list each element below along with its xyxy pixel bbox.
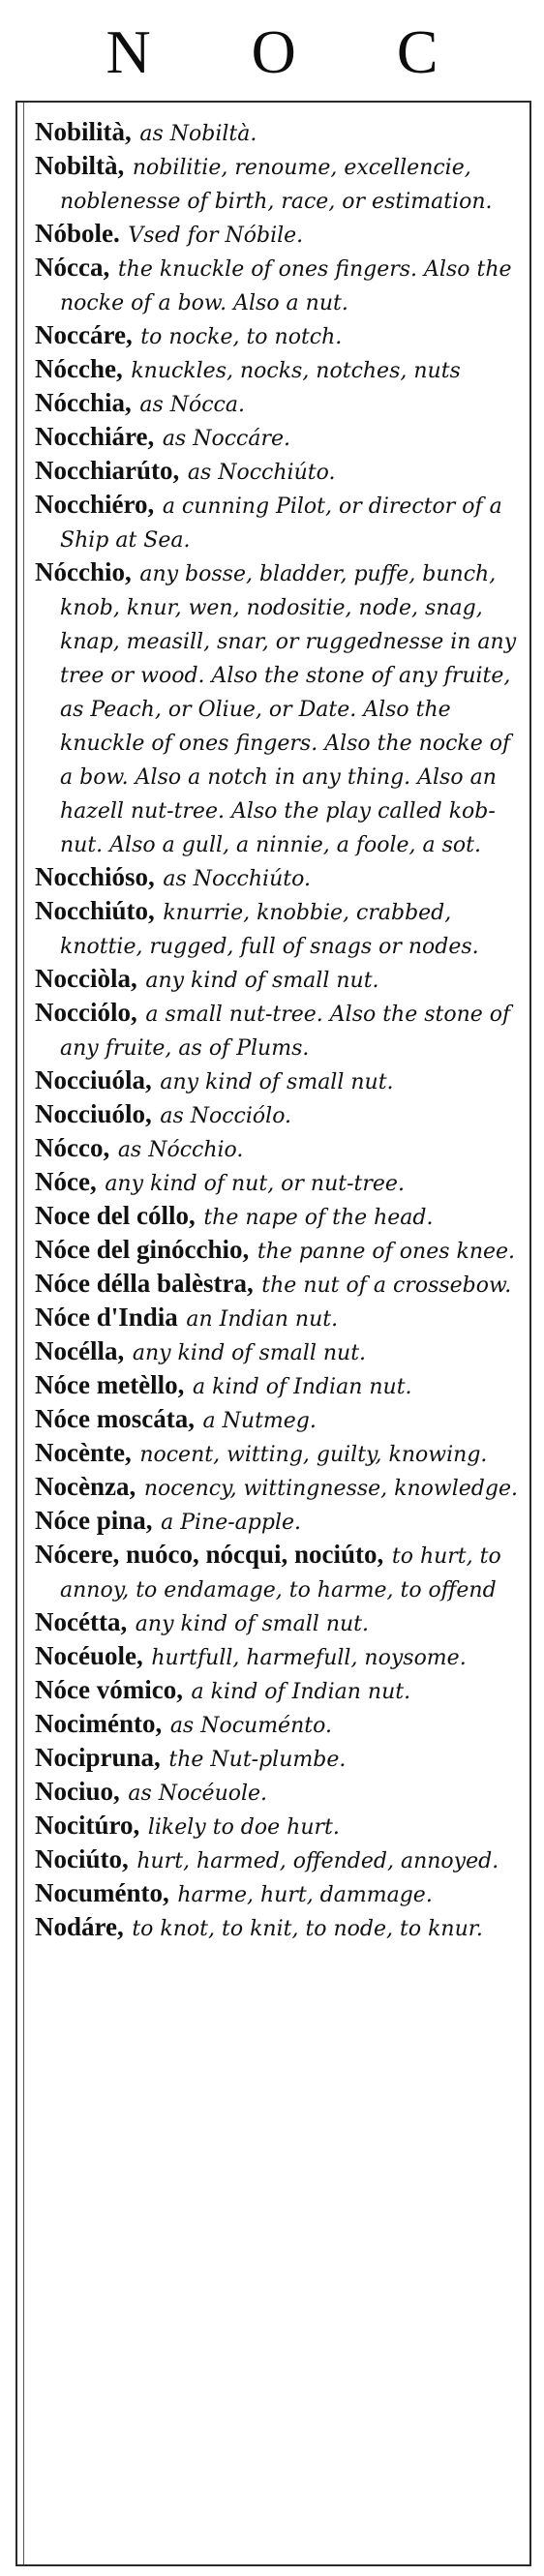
dictionary-entry (35, 1302, 520, 1335)
definition: an Indian nut. (186, 1307, 339, 1332)
dictionary-entry (35, 1166, 520, 1200)
headword: Noccáre, (35, 320, 133, 349)
definition: the panne of ones knee. (257, 1240, 516, 1264)
headword: Nocchiéro, (35, 490, 155, 519)
headword: Nóbole. (35, 219, 120, 248)
definition: as Nocchiúto. (187, 461, 336, 485)
dictionary-entry (35, 1064, 520, 1098)
dictionary-entry (35, 489, 520, 556)
dictionary-entry (35, 1132, 520, 1166)
dictionary-entry (35, 1505, 520, 1539)
dictionary-entry (35, 1843, 520, 1877)
definition: likely to doe hurt. (147, 1815, 340, 1840)
dictionary-entry (35, 1742, 520, 1776)
definition: the Nut-plumbe. (168, 1748, 347, 1772)
dictionary-entry (35, 1234, 520, 1268)
headword: Nocciuóla, (35, 1065, 152, 1094)
definition: any kind of nut, or nut-tree. (105, 1172, 405, 1196)
dictionary-entry (35, 1471, 520, 1505)
headword: Nocciuólo, (35, 1099, 152, 1128)
headword: Noce del cóllo, (35, 1201, 196, 1230)
headword: Nócca, (35, 253, 110, 282)
dictionary-entry (35, 1200, 520, 1234)
dictionary-entry (35, 387, 520, 421)
definition: as Nocchiúto. (163, 867, 311, 891)
dictionary-entry (35, 556, 520, 861)
headword: Nodáre, (35, 1912, 124, 1941)
dictionary-entry (35, 1674, 520, 1708)
headword: Nocélla, (35, 1336, 125, 1365)
definition: as Nócca. (139, 393, 245, 417)
dictionary-entry (35, 252, 520, 319)
definition: a kind of Indian nut. (193, 1375, 412, 1399)
dictionary-entry (35, 1640, 520, 1674)
headword: Nóce délla balèstra, (35, 1269, 254, 1298)
definition: hurt, harmed, offended, annoyed. (136, 1849, 499, 1873)
headword: Nócche, (35, 354, 123, 383)
headword: Nocciòla, (35, 964, 137, 993)
dictionary-entry (35, 1335, 520, 1369)
dictionary-entry (35, 455, 520, 489)
headword: Nóce d'India (35, 1303, 178, 1332)
definition: Vsed for Nóbile. (128, 224, 304, 248)
definition: the nape of the head. (203, 1206, 434, 1230)
definition: as Noccáre. (162, 427, 290, 451)
headword: Nocchiúto, (35, 896, 155, 925)
definition: any kind of small nut. (160, 1070, 394, 1094)
definition: any kind of small nut. (145, 969, 379, 993)
headword: Nociménto, (35, 1709, 163, 1738)
headword: Nócchio, (35, 557, 132, 586)
entry-list (35, 116, 520, 1945)
dictionary-column (15, 101, 531, 2566)
definition: a Pine-apple. (161, 1511, 301, 1535)
definition: hurtfull, harmefull, noysome. (151, 1646, 467, 1670)
definition: nobilitie, renoume, excellencie, noblenesse of birth, race, or estimation. (60, 156, 493, 214)
definition: knurrie, knobbie, crabbed, knottie, rugged, full of snags or nodes. (60, 901, 479, 959)
definition: harme, hurt, dammage. (177, 1883, 433, 1907)
dictionary-entry (35, 1606, 520, 1640)
definition: any bosse, bladder, puffe, bunch, knob, knur, wen, nodositie, node, snag, knap, measill, snar, or ruggednesse in any tree or wood. Also the stone of any fruite, as Peach, or Oliue, or Date. Also the knuckle of ones fingers. Also the nocke of a bow. Also a notch in any thing. Also an hazell nut-tree. Also the play called kob-nut. Also a gull, a ninnie, a foole, a sot. (60, 562, 517, 857)
dictionary-entry (35, 1810, 520, 1843)
headword: Nociuo, (35, 1777, 120, 1806)
definition: a kind of Indian nut. (191, 1680, 411, 1704)
definition: nocency, wittingnesse, knowledge. (143, 1477, 518, 1501)
headword: Nocéuole, (35, 1641, 143, 1670)
headword: Nóce, (35, 1167, 97, 1196)
definition: the knuckle of ones fingers. Also the nocke of a bow. Also a nut. (60, 257, 512, 315)
dictionary-entry (35, 353, 520, 387)
running-head: N O C (106, 17, 481, 86)
headword: Nobiltà, (35, 151, 125, 180)
headword: Nócco, (35, 1133, 110, 1162)
headword: Nocchiáre, (35, 422, 155, 451)
headword: Nóce vómico, (35, 1675, 183, 1704)
headword: Nócchia, (35, 388, 132, 417)
headword: Nóce del ginócchio, (35, 1235, 250, 1264)
dictionary-entry (35, 1776, 520, 1810)
dictionary-entry (35, 1877, 520, 1911)
dictionary-entry (35, 861, 520, 895)
dictionary-entry (35, 1708, 520, 1742)
definition: to nocke, to notch. (140, 325, 343, 349)
headword: Nocitúro, (35, 1811, 140, 1840)
definition: a small nut-tree. Also the stone of any fruite, as of Plums. (60, 1003, 511, 1061)
headword: Nociúto, (35, 1844, 129, 1873)
headword: Nocuménto, (35, 1878, 169, 1907)
definition: knuckles, nocks, notches, nuts (131, 359, 461, 383)
definition: as Nocciólo. (160, 1104, 292, 1128)
definition: as Nocuménto. (169, 1714, 332, 1738)
headword: Nóce metèllo, (35, 1370, 185, 1399)
definition: to hurt, to annoy, to endamage, to harme, to offend (60, 1544, 501, 1603)
headword: Nocétta, (35, 1607, 128, 1636)
dictionary-entry (35, 116, 520, 150)
headword: Nocchiarúto, (35, 456, 180, 485)
dictionary-entry (35, 150, 520, 218)
page-header (0, 0, 544, 97)
definition: any kind of small nut. (132, 1341, 367, 1365)
headword: Nóce moscáta, (35, 1404, 195, 1433)
definition: as Nócchio. (117, 1138, 244, 1162)
dictionary-entry (35, 1403, 520, 1437)
definition: a Nutmeg. (202, 1409, 317, 1433)
definition: to knot, to knit, to node, to knur. (132, 1917, 483, 1941)
headword: Nocciólo, (35, 998, 137, 1027)
headword: Nocipruna, (35, 1743, 161, 1772)
dictionary-entry (35, 1098, 520, 1132)
dictionary-entry (35, 963, 520, 997)
headword: Nócere, nuóco, nócqui, nociúto, (35, 1540, 384, 1569)
definition: nocent, witting, guilty, knowing. (139, 1443, 488, 1467)
dictionary-entry (35, 319, 520, 353)
headword: Nocchióso, (35, 862, 155, 891)
definition: a cunning Pilot, or director of a Ship at Sea. (60, 494, 502, 553)
headword: Nóce pina, (35, 1506, 153, 1535)
dictionary-entry (35, 1369, 520, 1403)
dictionary-entry (35, 421, 520, 455)
dictionary-entry (35, 895, 520, 963)
dictionary-entry (35, 1437, 520, 1471)
definition: any kind of small nut. (135, 1612, 370, 1636)
dictionary-entry (35, 997, 520, 1064)
headword: Nocènte, (35, 1438, 132, 1467)
definition: as Nocéuole. (128, 1782, 268, 1806)
definition: as Nobiltà. (139, 122, 257, 146)
dictionary-entry (35, 218, 520, 252)
dictionary-entry (35, 1268, 520, 1302)
dictionary-entry (35, 1911, 520, 1945)
headword: Nocènza, (35, 1472, 136, 1501)
headword: Nobilità, (35, 117, 132, 146)
definition: the nut of a crossebow. (261, 1273, 512, 1298)
dictionary-entry (35, 1539, 520, 1606)
